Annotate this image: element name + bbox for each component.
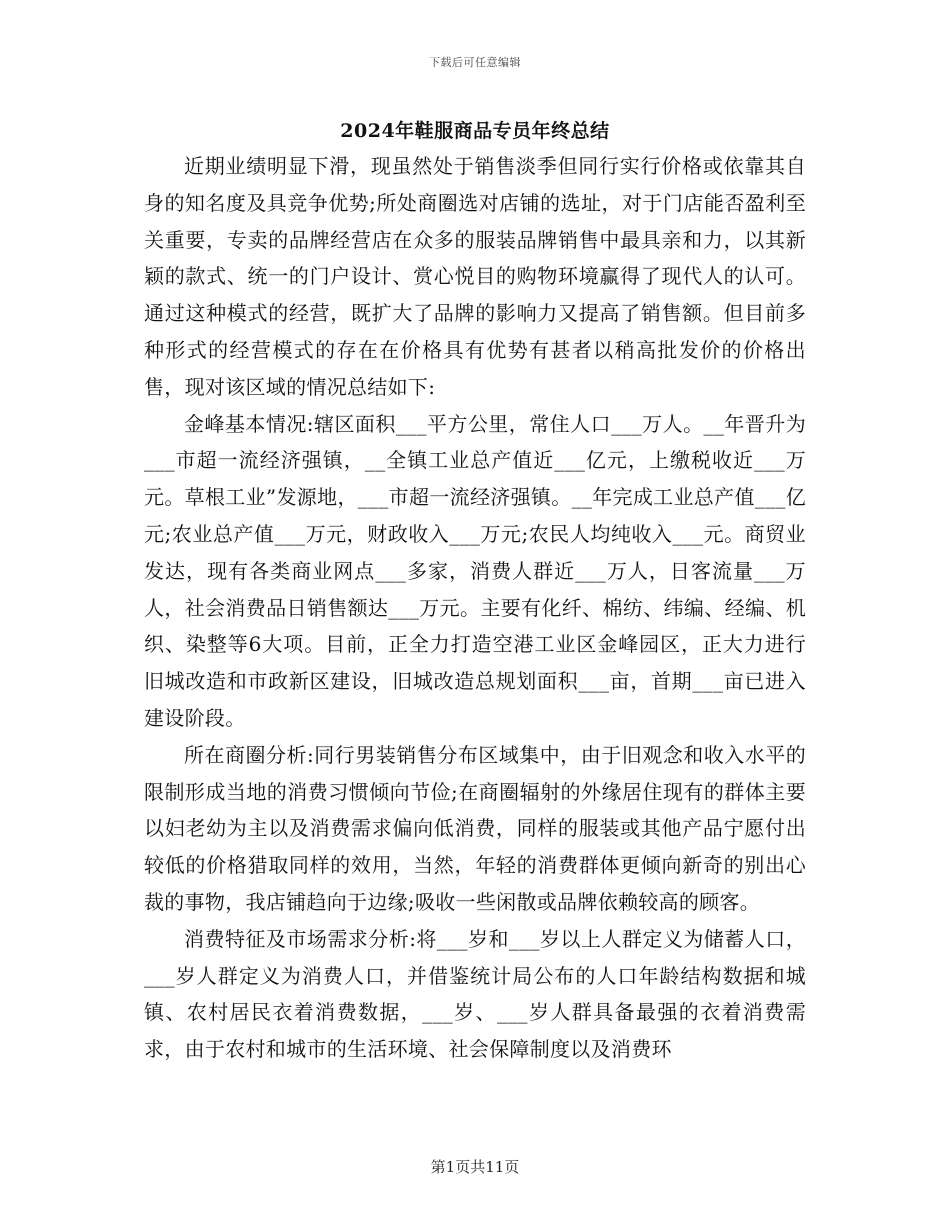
paragraph-basic-situation: 金峰基本情况:辖区面积___平方公里，常住人口___万人。__年晋升为___市超一流经济强镇，__全镇工业总产值近___亿元，上缴税收近___万元。草根工业”发源地，___市超一流经济强镇。__年完成工业总产值___亿元;农业总产值___万元，财政收入___万元;农民人均纯收入___元。商贸业发达，现有各类商业网点___多家，消费人群近___万人，日客流量___万人，社会消费品日销售额达___万元。主要有化纤、棉纺、纬编、经编、机织、染整等6大项。目前，正全力打造空港工业区金峰园区，正大力进行旧城改造和市政新区建设，旧城改造总规划面积___亩，首期___亩已进入建设阶段。	[144, 411, 806, 730]
document-title: 2024年鞋服商品专员年终总结	[340, 120, 610, 142]
paragraph-consumption-analysis: 消费特征及市场需求分析:将___岁和___岁以上人群定义为储蓄人口，___岁人群定义为消费人口，并借鉴统计局公布的人口年龄结构数据和城镇、农村居民衣着消费数据，___岁、___岁人群具备最强的衣着消费需求，由于农村和城市的生活环境、社会保障制度以及消费环	[144, 926, 806, 1062]
paragraph-intro: 近期业绩明显下滑，现虽然处于销售淡季但同行实行价格或依靠其自身的知名度及具竞争优势;所处商圈选对店铺的选址，对于门店能否盈利至关重要，专卖的品牌经营店在众多的服装品牌销售中最具亲和力，以其新颖的款式、统一的门户设计、赏心悦目的购物环境赢得了现代人的认可。通过这种模式的经营，既扩大了品牌的影响力又提高了销售额。但目前多种形式的经营模式的存在在价格具有优势有甚者以稍高批发价的价格出售，现对该区域的情况总结如下:	[144, 154, 806, 399]
paragraph-trade-area-analysis: 所在商圈分析:同行男装销售分布区域集中，由于旧观念和收入水平的限制形成当地的消费习惯倾向节俭;在商圈辐射的外缘居住现有的群体主要以妇老幼为主以及消费需求偏向低消费，同样的服装或其他产品宁愿付出较低的价格猎取同样的效用，当然，年轻的消费群体更倾向新奇的别出心裁的事物，我店铺趋向于边缘;吸收一些闲散或品牌依赖较高的顾客。	[144, 742, 806, 914]
page-footer: 第1页共11页	[430, 1158, 520, 1176]
document-body	[144, 148, 806, 1068]
header-note: 下载后可任意编辑	[429, 56, 521, 69]
